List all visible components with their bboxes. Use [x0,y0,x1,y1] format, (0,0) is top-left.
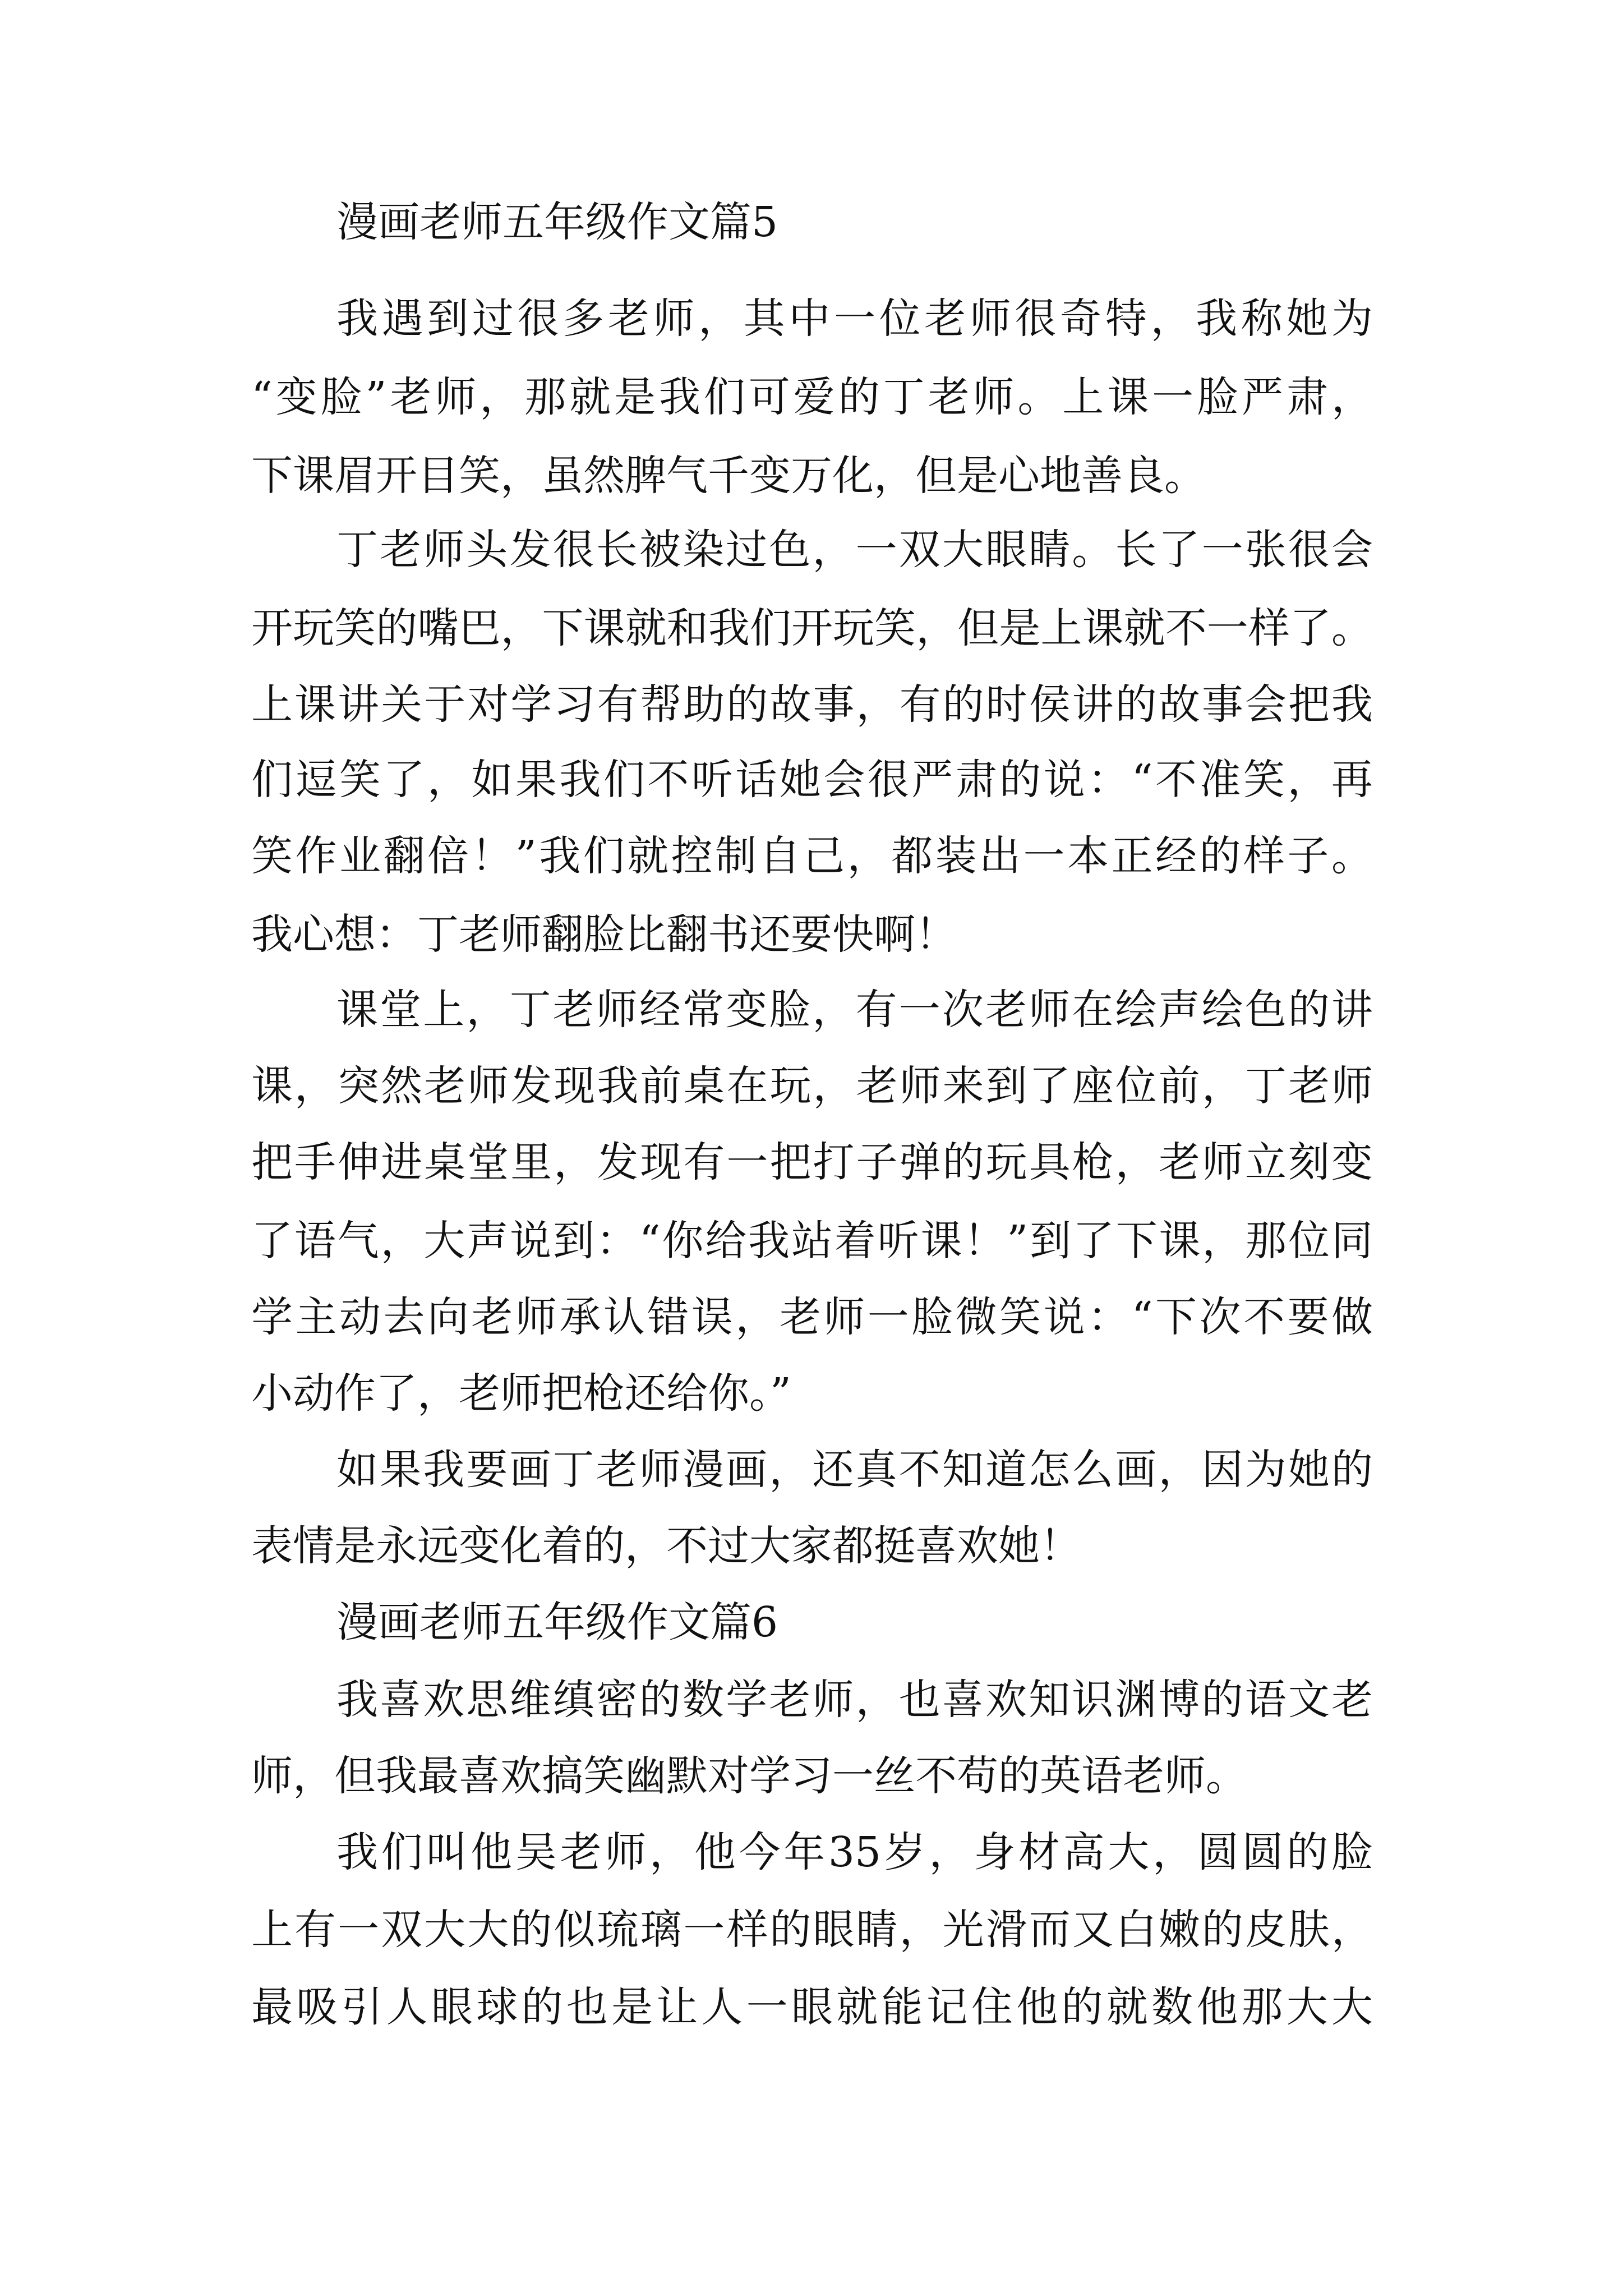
paragraph-line: 上课讲关于对学习有帮助的故事，有的时侯讲的故事会把我 [251,680,1373,729]
paragraph-line: 我喜欢思维缜密的数学老师，也喜欢知识渊博的语文老 [336,1676,1373,1724]
paragraph-line: 们逗笑了，如果我们不听话她会很严肃的说：“不准笑，再 [251,756,1373,804]
paragraph-line: 丁老师头发很长被染过色，一双大眼睛。长了一张很会 [336,526,1373,574]
paragraph-line: 如果我要画丁老师漫画，还真不知道怎么画，因为她的 [336,1446,1373,1494]
section-heading-6: 漫画老师五年级作文篇6 [336,1598,778,1646]
paragraph-line: 开玩笑的嘴巴，下课就和我们开玩笑，但是上课就不一样了。 [251,604,1373,652]
paragraph-line: 上有一双大大的似琉璃一样的眼睛，光滑而又白嫩的皮肤， [251,1906,1373,1954]
paragraph-line: “变脸”老师，那就是我们可爱的丁老师。上课一脸严肃， [251,373,1373,421]
paragraph-line: 课，突然老师发现我前桌在玩，老师来到了座位前，丁老师 [251,1062,1373,1110]
paragraph-line: 师，但我最喜欢搞笑幽默对学习一丝不苟的英语老师。 [251,1752,1247,1800]
paragraph-line: 我遇到过很多老师，其中一位老师很奇特，我称她为 [336,295,1373,343]
paragraph-line: 把手伸进桌堂里，发现有一把打子弹的玩具枪，老师立刻变 [251,1138,1373,1186]
paragraph-line: 最吸引人眼球的也是让人一眼就能记住他的就数他那大大 [251,1983,1373,2031]
paragraph-line: 表情是永远变化着的，不过大家都挺喜欢她！ [251,1522,1081,1570]
section-heading-5: 漫画老师五年级作文篇5 [336,198,778,246]
paragraph-line: 我们叫他吴老师，他今年35岁，身材高大，圆圆的脸 [336,1828,1373,1876]
paragraph-line: 了语气，大声说到：“你给我站着听课！”到了下课，那位同 [251,1217,1373,1265]
paragraph-line: 下课眉开目笑，虽然脾气千变万化，但是心地善良。 [251,452,1206,500]
paragraph-line: 学主动去向老师承认错误，老师一脸微笑说：“下次不要做 [251,1293,1373,1341]
paragraph-line: 我心想：丁老师翻脸比翻书还要快啊！ [251,910,957,959]
paragraph-line: 课堂上，丁老师经常变脸，有一次老师在绘声绘色的讲 [336,986,1373,1034]
paragraph-line: 小动作了，老师把枪还给你。” [251,1369,791,1418]
paragraph-line: 笑作业翻倍！”我们就控制自己，都装出一本正经的样子。 [251,832,1373,880]
